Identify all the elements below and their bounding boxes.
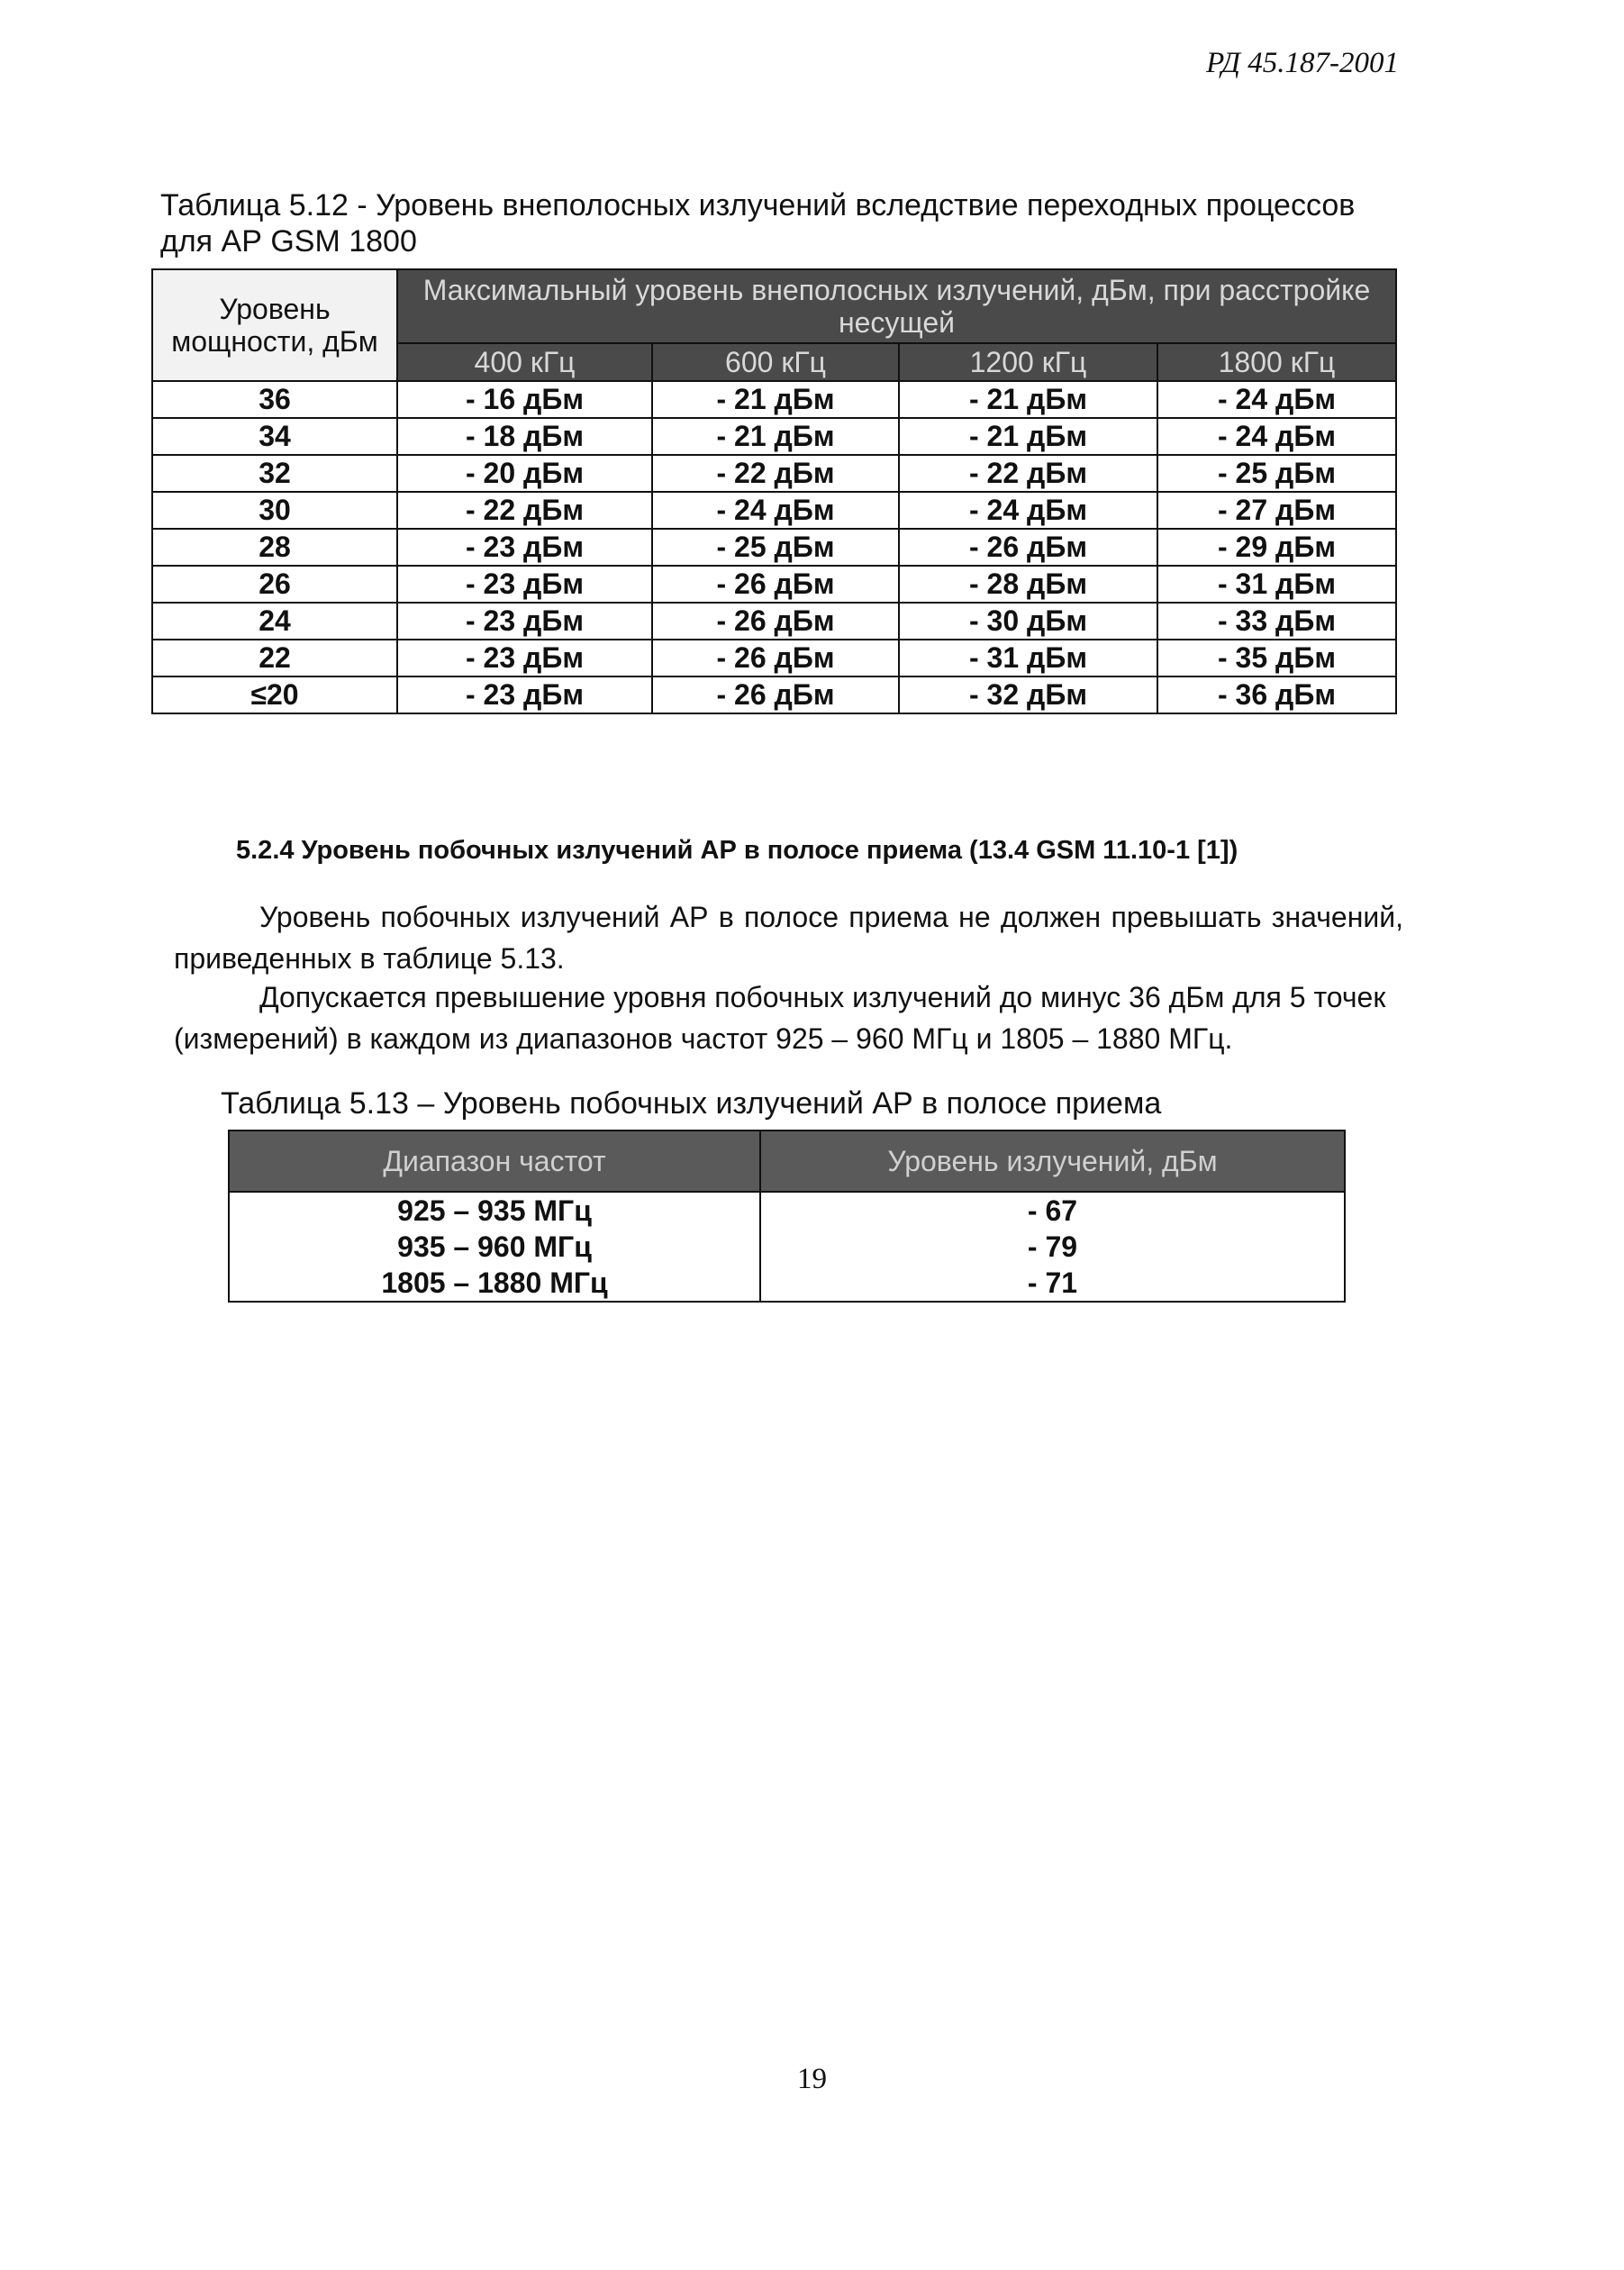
table-cell: 22 <box>152 640 397 676</box>
table-cell: - 24 дБм <box>652 492 899 529</box>
table-cell: - 26 дБм <box>652 566 899 603</box>
table-5-12-caption: Таблица 5.12 - Уровень внеполосных излучений вследствие переходных процессов для АР GSM 1800 <box>160 188 1356 259</box>
table-cell: - 22 дБм <box>652 455 899 492</box>
table-cell: - 79 <box>760 1229 1345 1265</box>
table-cell: - 31 дБм <box>899 640 1157 676</box>
table-cell: - 25 дБм <box>1157 455 1396 492</box>
subcolumn-header: 600 кГц <box>652 343 899 381</box>
column-header-frequency-range: Диапазон частот <box>229 1130 760 1192</box>
paragraph <box>174 896 1403 979</box>
table-cell: - 21 дБм <box>652 418 899 455</box>
table-5-12 <box>151 268 1397 714</box>
table-cell: - 18 дБм <box>397 418 652 455</box>
table-cell: - 28 дБм <box>899 566 1157 603</box>
table-cell: - 36 дБм <box>1157 676 1396 713</box>
table-cell: - 20 дБм <box>397 455 652 492</box>
table-cell: ≤20 <box>152 676 397 713</box>
table-cell: - 24 дБм <box>1157 381 1396 418</box>
subcolumn-header: 1800 кГц <box>1157 343 1396 381</box>
table-cell: 26 <box>152 566 397 603</box>
table-5-13-caption: Таблица 5.13 – Уровень побочных излучений АР в полосе приема <box>221 1086 1162 1121</box>
table-cell: 30 <box>152 492 397 529</box>
table-cell: - 32 дБм <box>899 676 1157 713</box>
table-cell: - 26 дБм <box>652 676 899 713</box>
table-cell: - 35 дБм <box>1157 640 1396 676</box>
paragraph-text: Допускается превышение уровня побочных излучений до минус 36 дБм для 5 точек (измерений) в каждом из диапазонов частот 925 – 960 МГц и 1805 – 1880 МГц. <box>174 981 1386 1055</box>
table-cell: - 23 дБм <box>397 529 652 566</box>
paragraph <box>174 976 1403 1059</box>
table-cell: 24 <box>152 603 397 640</box>
table-row <box>152 603 1396 640</box>
column-header-max-level: Максимальный уровень внеполосных излучений, дБм, при расстройке несущей <box>397 269 1396 343</box>
table-cell: - 27 дБм <box>1157 492 1396 529</box>
subcolumn-header: 1200 кГц <box>899 343 1157 381</box>
column-header-power-level: Уровень мощности, дБм <box>152 269 397 381</box>
table-cell: 935 – 960 МГц <box>229 1229 760 1265</box>
table-cell: - 29 дБм <box>1157 529 1396 566</box>
table-cell: - 23 дБм <box>397 640 652 676</box>
paragraph-text: Уровень побочных излучений АР в полосе приема не должен превышать значений, приведенных в таблице 5.13. <box>174 901 1403 975</box>
table-cell: - 22 дБм <box>397 492 652 529</box>
table-cell: - 21 дБм <box>899 381 1157 418</box>
document-code: РД 45.187-2001 <box>1206 47 1399 79</box>
table-cell: - 16 дБм <box>397 381 652 418</box>
table-row <box>152 455 1396 492</box>
page-number: 19 <box>797 2063 827 2095</box>
table-cell: - 33 дБм <box>1157 603 1396 640</box>
table-row <box>152 492 1396 529</box>
subcolumn-header: 400 кГц <box>397 343 652 381</box>
table-5-13 <box>228 1130 1346 1303</box>
table-cell: - 31 дБм <box>1157 566 1396 603</box>
table-cell: 36 <box>152 381 397 418</box>
table-cell: - 21 дБм <box>652 381 899 418</box>
table-cell: - 23 дБм <box>397 603 652 640</box>
table-row <box>152 566 1396 603</box>
table-cell: 28 <box>152 529 397 566</box>
table-row <box>152 676 1396 713</box>
table-row <box>152 529 1396 566</box>
table-cell: - 25 дБм <box>652 529 899 566</box>
table-cell: - 30 дБм <box>899 603 1157 640</box>
table-cell: - 23 дБм <box>397 566 652 603</box>
table-cell: - 21 дБм <box>899 418 1157 455</box>
table-cell: - 22 дБм <box>899 455 1157 492</box>
table-cell: - 71 <box>760 1265 1345 1302</box>
table-row <box>152 640 1396 676</box>
table-row <box>152 381 1396 418</box>
table-row <box>229 1265 1345 1302</box>
table-row <box>229 1229 1345 1265</box>
table-cell: 925 – 935 МГц <box>229 1192 760 1229</box>
column-header-emission-level: Уровень излучений, дБм <box>760 1130 1345 1192</box>
table-cell: - 26 дБм <box>652 640 899 676</box>
table-cell: 34 <box>152 418 397 455</box>
table-row <box>152 418 1396 455</box>
table-cell: - 26 дБм <box>899 529 1157 566</box>
table-row <box>229 1192 1345 1229</box>
table-cell: 1805 – 1880 МГц <box>229 1265 760 1302</box>
table-cell: - 24 дБм <box>1157 418 1396 455</box>
table-cell: - 23 дБм <box>397 676 652 713</box>
table-cell: 32 <box>152 455 397 492</box>
table-cell: - 24 дБм <box>899 492 1157 529</box>
table-cell: - 26 дБм <box>652 603 899 640</box>
table-cell: - 67 <box>760 1192 1345 1229</box>
section-title: 5.2.4 Уровень побочных излучений АР в полосе приема (13.4 GSM 11.10-1 [1]) <box>236 836 1238 865</box>
